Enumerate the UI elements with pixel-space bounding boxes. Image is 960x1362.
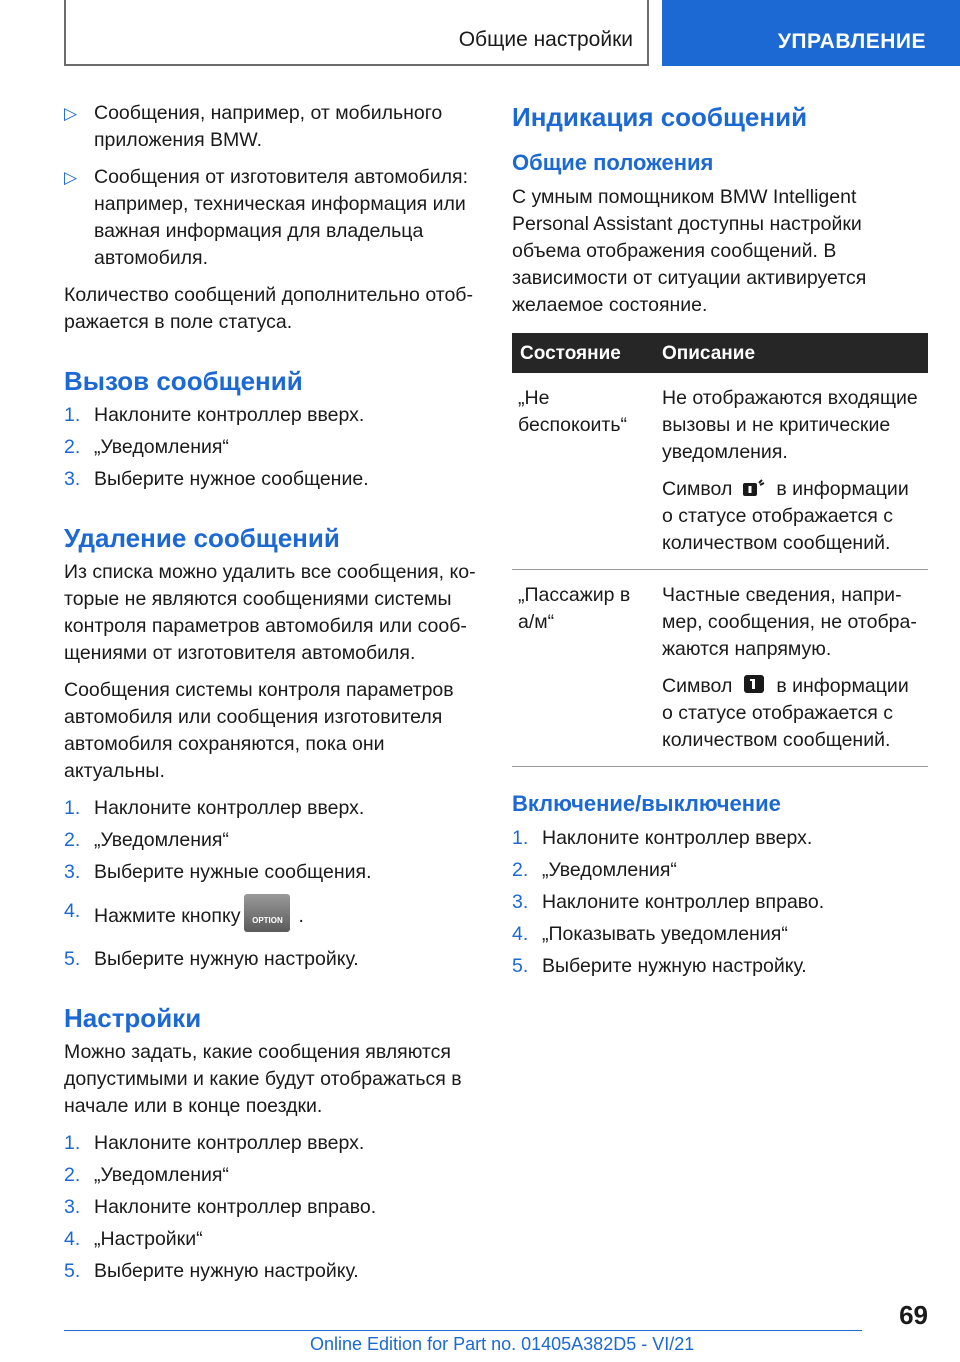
paragraph: Можно задать, какие сообщения являются допустимыми и какие будут отображаться в начале или в конце поездки. xyxy=(64,1041,462,1117)
step-item: 2. „Уведомления“ xyxy=(64,1164,229,1186)
section-title-settings: Настройки xyxy=(64,1003,202,1033)
table-cell-description: Частные сведения, например, сообщения, не отображаются напрямую. Символ в информации о статусе отображается с количеством сообщений. xyxy=(654,570,928,767)
status-table xyxy=(512,333,928,767)
section-title-indication: Индикация сообщений xyxy=(512,102,808,132)
step-item: 4. „Показывать уведомления“ xyxy=(512,923,788,945)
table-cell-description: Не отображаются входящие вызовы и не критические уведомления. Символ в информации о статусе отображается с количеством сообщений. xyxy=(654,373,928,570)
footer-edition: Online Edition for Part no. 01405A382D5 - VI/21 xyxy=(310,1334,695,1354)
table-cell-state: „Пассажир в а/м“ xyxy=(512,570,654,767)
bullet-item: ▷ Сообщения, например, от мобильного приложения BMW. xyxy=(64,102,443,151)
step-item: 1. Наклоните контроллер вверх. xyxy=(64,797,365,819)
section-title-delete: Удаление сообщений xyxy=(64,523,340,553)
step-item: 1. Наклоните контроллер вверх. xyxy=(512,827,813,849)
step-item: 3. Наклоните контроллер вправо. xyxy=(64,1196,377,1218)
paragraph: Количество сообщений дополнительно отображается в поле статуса. xyxy=(64,284,473,333)
table-row xyxy=(512,570,928,767)
paragraph: Из списка можно удалить все сообщения, которые не являются сообщениями системы контроля параметров автомобиля или сообщениями от изготовителя автомобиля. xyxy=(64,561,476,664)
step-list xyxy=(64,1130,476,1285)
step-item: 3. Наклоните контроллер вправо. xyxy=(512,891,825,913)
table-cell-state: „Не беспокоить“ xyxy=(512,373,654,570)
step-item: 4. „Настройки“ xyxy=(64,1228,203,1250)
footer-divider xyxy=(64,1330,862,1331)
paragraph: Сообщения системы контроля параметров автомобиля или сообщения изготовителя автомобиля сохраняются, пока они актуальны. xyxy=(64,679,454,782)
step-list xyxy=(512,825,928,980)
step-item: 5. Выберите нужную настройку. xyxy=(64,1260,359,1282)
bullet-item: ▷ Сообщения от изготовителя автомобиля: например, техническая информация или важная информация для владельца автомобиля. xyxy=(64,166,469,269)
triangle-bullet-icon: ▷ xyxy=(64,104,78,123)
step-item: 4. Нажмите кнопку OPTION . xyxy=(64,898,476,936)
right-column xyxy=(512,100,928,985)
step-item: 5. Выберите нужную настройку. xyxy=(64,948,359,970)
option-button-icon: OPTION xyxy=(244,894,290,932)
step-item: 1. Наклоните контроллер вверх. xyxy=(64,1132,365,1154)
paragraph: С умным помощником BMW Intelligent Personal Assistant доступны настройки объема отображения сообщений. В зависимости от ситуации активируется желаемое состояние. xyxy=(512,186,867,316)
triangle-bullet-icon: ▷ xyxy=(64,168,78,187)
do-not-disturb-icon xyxy=(742,477,766,497)
section-title-call: Вызов сообщений xyxy=(64,366,303,396)
subsection-title-general: Общие положения xyxy=(512,150,714,175)
header-section-title: Общие настройки xyxy=(458,28,633,51)
left-column xyxy=(64,100,476,1290)
table-header-state: Состояние xyxy=(512,333,654,373)
header-chapter-title: УПРАВЛЕНИЕ xyxy=(777,30,926,53)
step-list xyxy=(64,402,476,493)
step-item: 2. „Уведомления“ xyxy=(64,829,229,851)
step-list xyxy=(64,795,476,973)
header-section-box xyxy=(64,0,649,66)
page-number: 69 xyxy=(899,1300,928,1330)
header-chapter-box xyxy=(662,0,960,66)
step-item: 2. „Уведомления“ xyxy=(64,436,229,458)
table-header-description: Описание xyxy=(654,333,928,373)
step-item: 3. Выберите нужное сообщение. xyxy=(64,468,369,490)
step-item: 3. Выберите нужные сообщения. xyxy=(64,861,372,883)
subsection-title-toggle: Включение/выключение xyxy=(512,791,781,816)
step-item: 2. „Уведомления“ xyxy=(512,859,677,881)
table-row xyxy=(512,373,928,570)
passenger-mode-icon xyxy=(742,674,766,694)
step-item: 1. Наклоните контроллер вверх. xyxy=(64,404,365,426)
step-item: 5. Выберите нужную настройку. xyxy=(512,955,807,977)
